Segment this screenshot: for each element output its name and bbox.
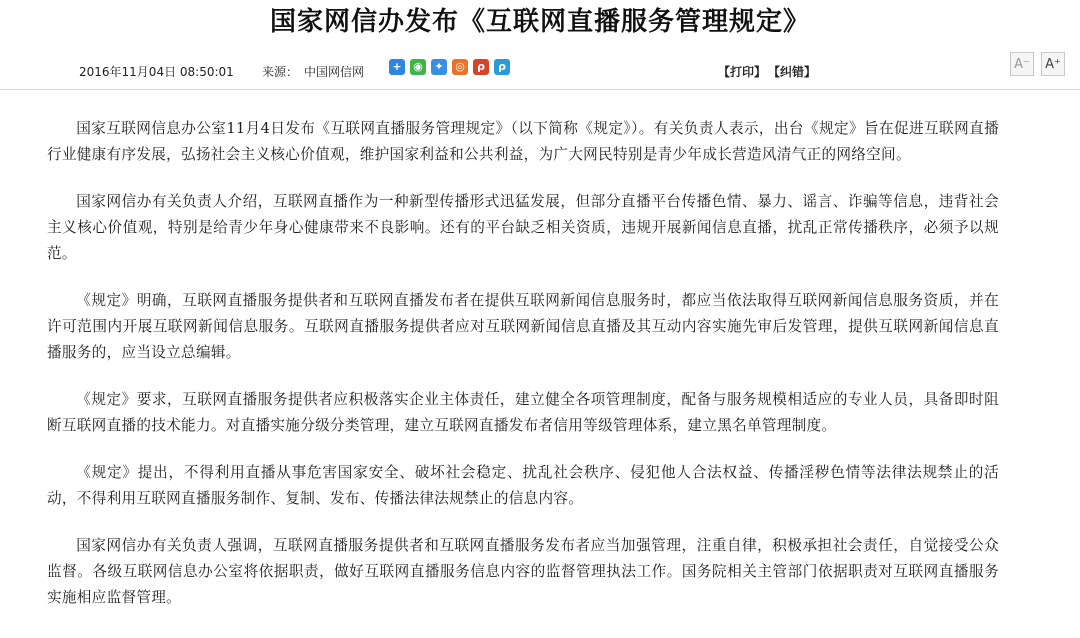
weibo-icon[interactable]: ◎	[452, 59, 468, 75]
article-body	[47, 116, 999, 632]
article-title: 国家网信办发布《互联网直播服务管理规定》	[269, 7, 810, 37]
source-name: 中国网信网	[304, 65, 365, 79]
source-label: 来源：	[262, 65, 299, 79]
article-meta	[0, 56, 1080, 88]
print-link[interactable]: 【打印】	[718, 65, 767, 79]
font-decrease-button[interactable]: A⁻	[1010, 52, 1034, 76]
error-report-link[interactable]: 【纠错】	[774, 65, 817, 79]
paragraph-3: 《规定》明确，互联网直播服务提供者和互联网直播发布者在提供互联网新闻信息服务时，都应当依法取得互联网新闻信息服务资质，并在许可范围内开展互联网新闻信息服务。互联网直播服务提供者应对互联网新闻信息直播及其互动内容实施先审后发管理，提供互联网新闻信息直播服务的，应当设立总编辑。	[47, 292, 999, 361]
paragraph-4: 《规定》要求，互联网直播服务提供者应积极落实企业主体责任，建立健全各项管理制度，配备与服务规模相适应的专业人员，具备即时阻断互联网直播的技术能力。对直播实施分级分类管理，建立互联网直播发布者信用等级管理体系，建立黑名单管理制度。	[47, 391, 999, 434]
tencent-weibo-icon[interactable]: ρ	[494, 59, 510, 75]
paragraph-6: 国家网信办有关负责人强调，互联网直播服务提供者和互联网直播服务发布者应当加强管理，注重自律，积极承担社会责任，自觉接受公众监督。各级互联网信息办公室将依据职责，做好互联网直播服务信息内容的监督管理执法工作。国务院相关主管部门依据职责对互联网直播服务实施相应监督管理。	[47, 537, 999, 606]
article-tools	[718, 63, 824, 80]
share-toolbar	[389, 59, 510, 75]
font-size-controls	[1010, 52, 1065, 76]
renren-icon[interactable]: ρ	[473, 59, 489, 75]
paragraph-2: 国家网信办有关负责人介绍，互联网直播作为一种新型传播形式迅猛发展，但部分直播平台传播色情、暴力、谣言、诈骗等信息，违背社会主义核心价值观，特别是给青少年身心健康带来不良影响。还有的平台缺乏相关资质，违规开展新闻信息直播，扰乱正常传播秩序，必须予以规范。	[47, 193, 999, 262]
font-increase-button[interactable]: A⁺	[1041, 52, 1065, 76]
paragraph-1: 国家互联网信息办公室11月4日发布《互联网直播服务管理规定》（以下简称《规定》）。有关负责人表示，出台《规定》旨在促进互联网直播行业健康有序发展，弘扬社会主义核心价值观，维护国家利益和公共利益，为广大网民特别是青少年成长营造风清气正的网络空间。	[47, 120, 999, 163]
publish-date: 2016年11月04日 08:50:01	[79, 65, 234, 79]
paragraph-5: 《规定》提出，不得利用直播从事危害国家安全、破坏社会稳定、扰乱社会秩序、侵犯他人合法权益、传播淫秽色情等法律法规禁止的活动，不得利用互联网直播服务制作、复制、发布、传播法律法规禁止的信息内容。	[47, 464, 999, 507]
wechat-icon[interactable]: ◉	[410, 59, 426, 75]
header-divider	[0, 89, 1080, 90]
qzone-icon[interactable]: ✦	[431, 59, 447, 75]
share-plus-icon[interactable]: +	[389, 59, 405, 75]
